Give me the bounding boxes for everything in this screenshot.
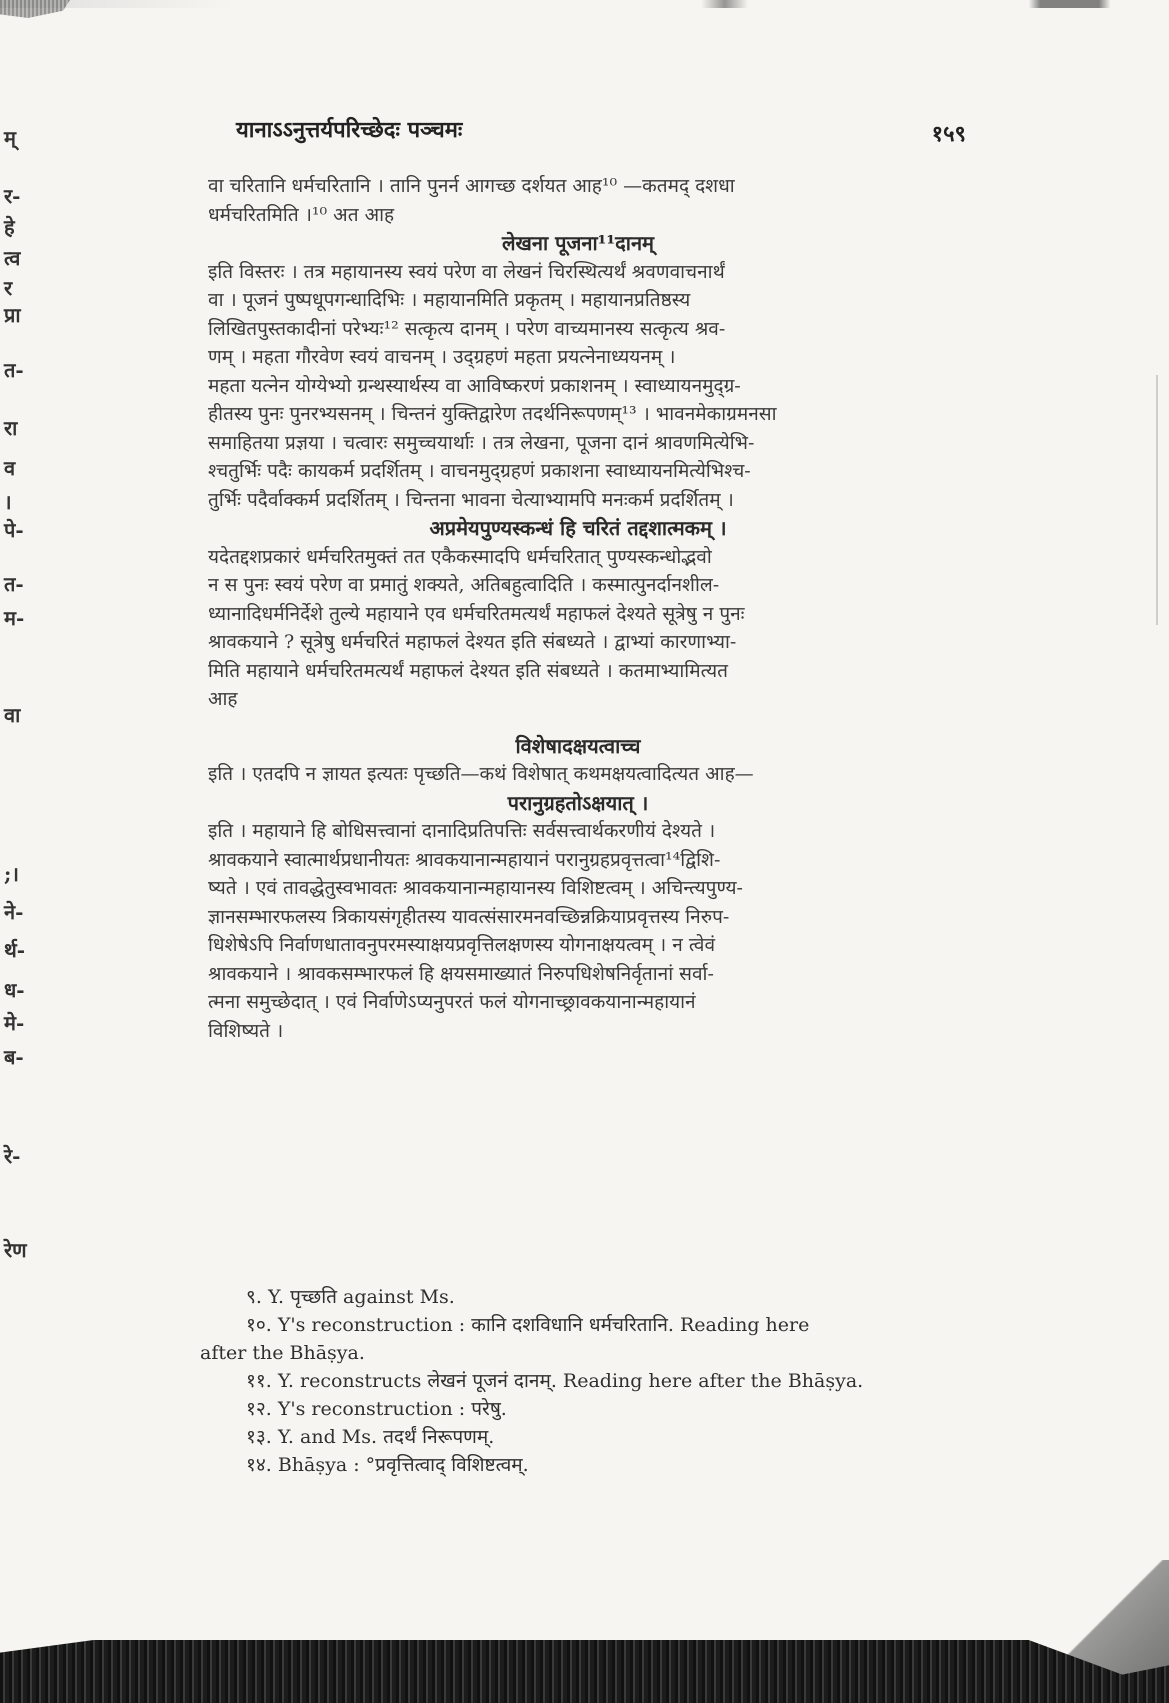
- text-line: श्रावकयाने ? सूत्रेषु धर्मचरितं महाफलं देश्यत इति संबध्यते । द्वाभ्यां कारणाभ्या-: [208, 631, 737, 653]
- margin-char: प्रा: [4, 303, 21, 327]
- main-text: [208, 172, 948, 1045]
- text-line: धिशेषेऽपि निर्वाणधातावनुपरमस्याक्षयप्रवृत्तिलक्षणस्य योगनाक्षयत्वम् । न त्वेवं: [208, 934, 716, 956]
- footnote: १०. Y's reconstruction : कानि दशविधानि धर्मचरितानि. Reading here: [246, 1314, 810, 1336]
- verse-heading: अप्रमेयपुण्यस्कन्धं हि चरितं तद्दशात्मकम् ।: [429, 516, 727, 540]
- text-line: आह: [208, 688, 238, 710]
- margin-char: रेण: [4, 1238, 27, 1262]
- scan-bottom-edge: [0, 1640, 1169, 1703]
- text-line: तुर्भिः पदैर्वाक्कर्म प्रदर्शितम् । चिन्तना भावना चेत्याभ्यामपि मनःकर्म प्रदर्शितम् ।: [208, 488, 734, 511]
- text-line: वा । पूजनं पुष्पधूपगन्धादिभिः । महायानमिति प्रकृतम् । महायानप्रतिष्ठस्य: [208, 289, 691, 311]
- text-line: ष्यते । एवं तावद्धेतुस्वभावतः श्रावकयानान्महायानस्य विशिष्टत्वम् । अचिन्त्यपुण्य-: [208, 877, 743, 899]
- margin-char: त-: [4, 572, 24, 596]
- scan-right-rule: [1156, 375, 1158, 625]
- margin-char: र: [4, 276, 13, 300]
- footnote: ९. Y. पृच्छति against Ms.: [246, 1286, 455, 1308]
- margin-char: रा: [4, 416, 18, 440]
- text-line: विशिष्यते ।: [208, 1019, 284, 1042]
- margin-char: ।: [4, 490, 12, 514]
- margin-char: मे-: [4, 1011, 25, 1035]
- footnote: १२. Y's reconstruction : परेषु.: [246, 1398, 507, 1420]
- footnotes: [200, 1283, 960, 1479]
- footnote: ११. Y. reconstructs लेखनं पूजनं दानम्. Reading here after the Bhāṣya.: [246, 1370, 864, 1392]
- verse-heading: परानुग्रहतोऽक्षयात् ।: [507, 790, 649, 815]
- running-head: यानाऽऽनुत्तर्यपरिच्छेदः पञ्चमः: [236, 117, 463, 143]
- margin-char: व: [4, 456, 16, 480]
- footnote-continuation: after the Bhāṣya.: [200, 1342, 365, 1364]
- margin-char: म-: [4, 606, 25, 630]
- text-line: इति विस्तरः । तत्र महायानस्य स्वयं परेण वा लेखनं चिरस्थित्यर्थं श्रवणवाचनार्थं: [208, 260, 725, 283]
- margin-char: ध-: [4, 978, 25, 1002]
- text-line: न स पुनः स्वयं परेण वा प्रमातुं शक्यते, अतिबहुत्वादिति । कस्मात्पुनर्दानशील-: [208, 574, 720, 596]
- margin-char: ब-: [4, 1045, 24, 1069]
- text-line: मिति महायाने धर्मचरितमत्यर्थं महाफलं देश्यत इति संबध्यते । कतमाभ्यामित्यत: [208, 659, 728, 682]
- scan-top-edge: [0, 0, 1169, 8]
- text-line: श्रावकयाने स्वात्मार्थप्रधानीयतः श्रावकयानान्महायानं परानुग्रहप्रवृत्तत्वा¹⁴द्विशि-: [208, 848, 721, 871]
- page-header: [236, 114, 966, 148]
- text-line: हीतस्य पुनः पुनरभ्यसनम् । चिन्तनं युक्तिद्वारेण तदर्थनिरूपणम्¹³ । भावनमेकाग्रमनसा: [208, 403, 777, 425]
- text-line: धर्मचरितमिति ।¹⁰ अत आह: [208, 203, 395, 226]
- margin-char: त-: [4, 358, 24, 382]
- text-line: त्मना समुच्छेदात् । एवं निर्वाणेऽप्यनुपरतं फलं योगनाच्छ्रावकयानान्महायानं: [208, 991, 696, 1013]
- left-margin-bleed: [0, 0, 60, 1703]
- text-line: ज्ञानसम्भारफलस्य त्रिकायसंगृहीतस्य यावत्संसारमनवच्छिन्नक्रियाप्रवृत्तस्य निरुप-: [208, 905, 730, 928]
- text-line: इति । एतदपि न ज्ञायत इत्यतः पृच्छति—कथं विशेषात् कथमक्षयत्वादित्यत आह—: [208, 763, 754, 785]
- margin-char: र्थ-: [4, 938, 26, 962]
- verse-heading: लेखना पूजना¹¹दानम्: [501, 231, 655, 255]
- margin-char: पे-: [4, 518, 24, 542]
- text-line: समाहितया प्रज्ञया । चत्वारः समुच्चयार्थाः । तत्र लेखना, पूजना दानं श्रावणमित्येभि-: [208, 431, 755, 454]
- text-line: इति । महायाने हि बोधिसत्त्वानां दानादिप्रतिपत्तिः सर्वसत्त्वार्थकरणीयं देश्यते ।: [208, 820, 716, 842]
- margin-char: त्व: [4, 246, 21, 270]
- text-line: श्रावकयाने । श्रावकसम्भारफलं हि क्षयसमाख्यातं निरुपधिशेषनिर्वृतानां सर्वा-: [208, 962, 714, 985]
- footnote: १४. Bhāṣya : °प्रवृत्तित्वाद् विशिष्टत्वम्.: [246, 1454, 529, 1476]
- page-number: १५९: [931, 121, 966, 147]
- text-line: यदेतद्दशप्रकारं धर्मचरितमुक्तं तत एकैकस्मादपि धर्मचरितात् पुण्यस्कन्धोद्भवो: [208, 545, 712, 568]
- margin-char: ने-: [4, 900, 24, 924]
- margin-char: रे-: [4, 1144, 21, 1168]
- text-line: श्चतुर्भिः पदैः कायकर्म प्रदर्शितम् । वाचनमुद्ग्रहणं प्रकाशना स्वाध्यायनमित्येभिश्च-: [208, 460, 751, 482]
- text-line: लिखितपुस्तकादीनां परेभ्यः¹² सत्कृत्य दानम् । परेण वाच्यमानस्य सत्कृत्य श्रव-: [208, 317, 726, 340]
- text-line: वा चरितानि धर्मचरितानि । तानि पुनर्न आगच्छ दर्शयत आह¹⁰ —कतमद् दशधा: [208, 175, 735, 197]
- margin-char: हे: [4, 215, 15, 239]
- text-line: णम् । महता गौरवेण स्वयं वाचनम् । उद्ग्रहणं महता प्रयत्नेनाध्ययनम् ।: [208, 346, 676, 368]
- footnote: १३. Y. and Ms. तदर्थं निरूपणम्.: [246, 1426, 495, 1448]
- margin-char: ;।: [4, 862, 19, 886]
- text-line: महता यत्नेन योग्येभ्यो ग्रन्थस्यार्थस्य वा आविष्करणं प्रकाशनम् । स्वाध्यायनमुद्ग्र-: [208, 374, 741, 397]
- verse-heading: विशेषादक्षयत्वाच्च: [515, 733, 641, 758]
- margin-char: र-: [4, 184, 21, 208]
- margin-char: म्: [4, 126, 16, 150]
- margin-char: वा: [4, 703, 21, 727]
- text-line: ध्यानादिधर्मनिर्देशे तुल्ये महायाने एव धर्मचरितमत्यर्थं महाफलं देश्यते सूत्रेषु न पुनः: [208, 602, 745, 625]
